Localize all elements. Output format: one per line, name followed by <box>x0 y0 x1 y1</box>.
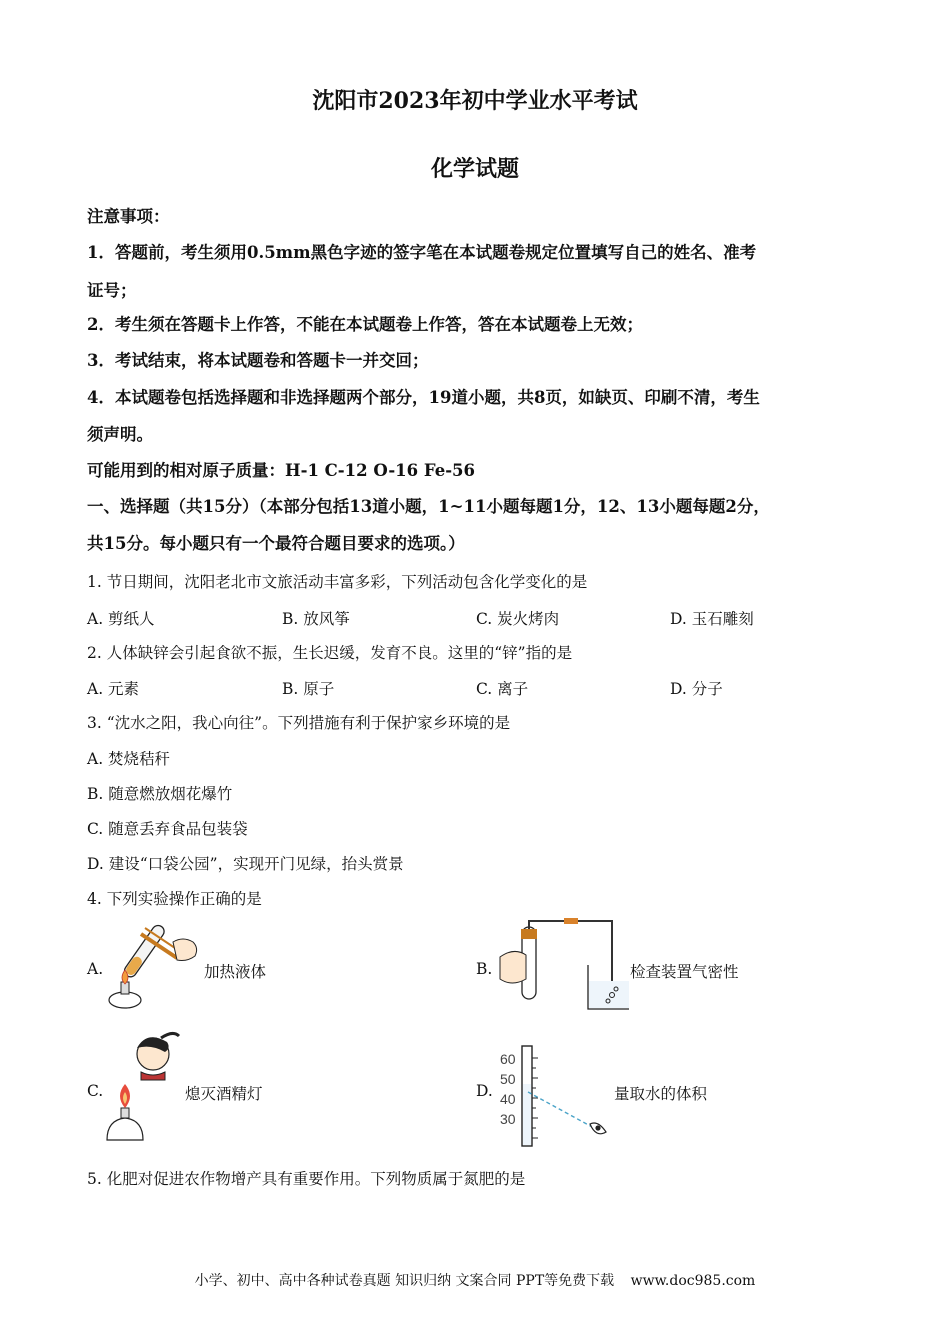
notice-item-3: 3．考试结束，将本试题卷和答题卡一并交回； <box>87 351 429 370</box>
airtightness-check-figure <box>494 915 629 1015</box>
notice-item-4: 4．本试题卷包括选择题和非选择题两个部分，19道小题，共8页，如缺页、印刷不清，考生 <box>87 388 760 407</box>
q2-option-c: C. 离子 <box>476 680 529 698</box>
q1-option-d: D. 玉石雕刻 <box>670 610 754 628</box>
q4-option-a-letter: A. <box>87 960 104 978</box>
q1-option-c: C. 炭火烤肉 <box>476 610 560 628</box>
notice-item-1: 1．答题前，考生须用0.5mm黑色字迹的签字笔在本试题卷规定位置填写自己的姓名、准考 <box>87 243 757 262</box>
cylinder-tick-60: 60 <box>500 1051 516 1067</box>
measuring-cylinder-figure <box>494 1044 614 1148</box>
q4-option-a-caption: 加热液体 <box>204 963 267 981</box>
q4-stem: 4. 下列实验操作正确的是 <box>87 890 262 908</box>
subject-title: 化学试题 <box>430 156 519 182</box>
q2-option-d: D. 分子 <box>670 680 723 698</box>
q5-stem: 5. 化肥对促进农作物增产具有重要作用。下列物质属于氮肥的是 <box>87 1170 526 1188</box>
notice-item-1-cont: 证号； <box>87 281 137 300</box>
q1-option-b: B. 放风筝 <box>282 610 350 628</box>
atomic-mass-line: 可能用到的相对原子质量：H-1 C-12 O-16 Fe-56 <box>87 461 475 480</box>
q4-option-c-caption: 熄灭酒精灯 <box>185 1085 263 1103</box>
q4-option-b-letter: B. <box>476 960 493 978</box>
extinguish-lamp-figure <box>101 1028 183 1150</box>
cylinder-tick-50: 50 <box>500 1071 516 1087</box>
q4-option-d-letter: D. <box>476 1082 493 1100</box>
q1-stem: 1. 节日期间，沈阳老北市文旅活动丰富多彩，下列活动包含化学变化的是 <box>87 573 588 591</box>
q3-option-d: D. 建设“口袋公园”，实现开门见绿，抬头赏景 <box>87 855 404 873</box>
cylinder-tick-30: 30 <box>500 1111 516 1127</box>
q1-option-a: A. 剪纸人 <box>87 610 155 628</box>
q3-option-c: C. 随意丢弃食品包装袋 <box>87 820 248 838</box>
footer-url[interactable]: www.doc985.com <box>630 1273 756 1289</box>
notice-item-4-cont: 须声明。 <box>87 425 153 444</box>
q3-option-b: B. 随意燃放烟花爆竹 <box>87 785 233 803</box>
q4-option-c-letter: C. <box>87 1082 104 1100</box>
q2-stem: 2. 人体缺锌会引起食欲不振，生长迟缓，发育不良。这里的“锌”指的是 <box>87 644 573 662</box>
notice-item-2: 2．考生须在答题卡上作答，不能在本试题卷上作答，答在本试题卷上无效； <box>87 315 643 334</box>
q4-option-d-caption: 量取水的体积 <box>614 1085 708 1103</box>
exam-title: 沈阳市2023年初中学业水平考试 <box>312 88 638 114</box>
q2-option-a: A. 元素 <box>87 680 140 698</box>
q2-option-b: B. 原子 <box>282 680 335 698</box>
footer-text: 小学、初中、高中各种试卷真题 知识归纳 文案合同 PPT等免费下载 <box>194 1273 615 1289</box>
heating-liquid-figure <box>103 920 203 1012</box>
notice-heading: 注意事项： <box>87 207 170 226</box>
cylinder-tick-40: 40 <box>500 1091 516 1107</box>
q4-option-b-caption: 检查装置气密性 <box>630 963 739 981</box>
page-footer <box>0 1270 950 1290</box>
q3-option-a: A. 焚烧秸秆 <box>87 750 171 768</box>
section1-line2: 共15分。每小题只有一个最符合题目要求的选项。） <box>87 534 465 553</box>
q3-stem: 3. “沈水之阳，我心向往”。下列措施有利于保护家乡环境的是 <box>87 714 511 732</box>
section1-line1: 一、选择题（共15分）（本部分包括13道小题，1~11小题每题1分，12、13小题每题2分， <box>87 497 770 516</box>
